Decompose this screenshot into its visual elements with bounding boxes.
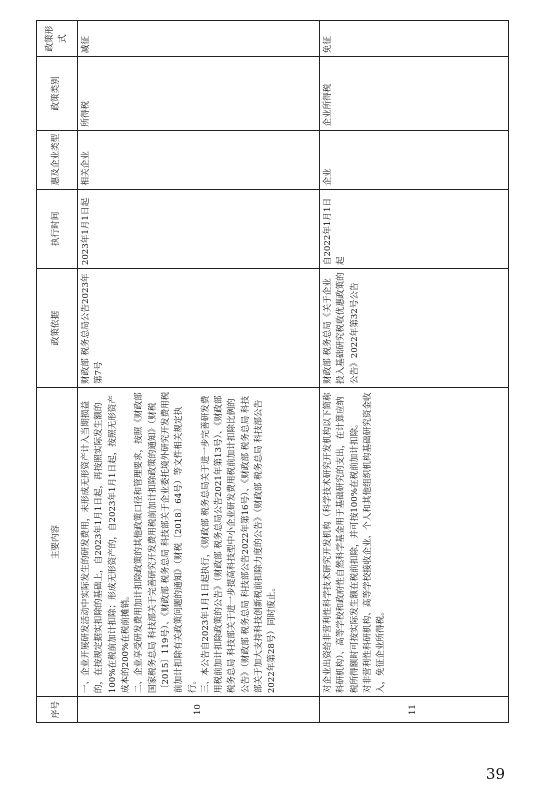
content-paragraph: 二、企业享受研发费用加计扣除政策的其他政策口径和管理要求，按照《财政部 国家税务总局 科技部关于完善研究开发费用税前加计扣除政策的通知》（财税〔2015〕119号）、《财政部 税务总局 科技部关于企业委托境外研究开发费用税前加计扣除有关政策问题的通知》（财税〔2018〕64号）等文件相关规定执行。 — [134, 391, 198, 694]
rotated-table-container — [36, 20, 509, 723]
row-content — [320, 388, 509, 697]
table-row — [78, 21, 320, 723]
row-no: 10 — [78, 697, 320, 723]
row-time: 2023年1月1日起 — [78, 189, 320, 269]
content-paragraph: 三、本公告自2023年1月1日起执行，《财政部 税务总局关于进一步完善研发费用税前加计扣除政策的公告》（财政部 税务总局公告2021年第13号）、《财政部 税务总局 科技部关于进一步提高科技型中小企业研发费用税前加计扣除比例的公告》（财政部 税务总局 科技部公告2022年第16号）、《财政部 税务总局 科技部关于加大支持科技创新税前扣除力度的公告》（财政部 税务总局 科技部公告2022年第28号）同时废止。 — [200, 395, 278, 694]
header-type: 政策类别 — [37, 57, 78, 130]
table-header-row — [37, 21, 78, 723]
header-form: 政策形式 — [37, 21, 78, 57]
page-number: 39 — [485, 765, 505, 783]
content-paragraph: 一、企业开展研发活动中实际发生的研发费用，未形成无形资产计入当期损益的，在按规定据实扣除的基础上，自2023年1月1日起，再按照实际发生额的100%在税前加计扣除；形成无形资产的，自2023年1月1日起，按照无形资产成本的200%在税前摊销。 — [81, 395, 131, 694]
header-subject: 惠及企业类型 — [37, 130, 78, 189]
row-subject: 企业 — [320, 130, 509, 189]
policy-table — [36, 20, 509, 723]
row-basis: 财政部 税务总局《关于企业投入基础研究税收优惠政策的公告》2022年第32号公告 — [320, 269, 509, 388]
row-content — [78, 388, 320, 697]
header-no: 序号 — [37, 697, 78, 723]
row-type: 所得税 — [78, 57, 320, 130]
content-paragraph: 对企业出资给非营利性科学技术研究开发机构（科学技术研究开发机构以下简称科研机构）、高等学校和政府性自然科学基金用于基础研究的支出，在计算应纳税所得额时可按实际发生额在税前扣除，并可按100%在税前加计扣除。 — [323, 392, 360, 694]
row-time: 自2022年1月1日起 — [320, 189, 509, 269]
row-no: 11 — [320, 697, 509, 723]
row-form: 减征 — [78, 21, 320, 57]
header-basis: 政策依据 — [37, 269, 78, 388]
row-basis: 财政部 税务总局公告2023年第7号 — [78, 269, 320, 388]
row-form: 免征 — [320, 21, 509, 57]
content-paragraph: 对非营利性科研机构、高等学校接收企业、个人和其他组织机构基础研究资金收入，免征企业所得税。 — [363, 392, 387, 694]
row-subject: 相关企业 — [78, 130, 320, 189]
header-content: 主要内容 — [37, 388, 78, 697]
header-time: 执行时间 — [37, 189, 78, 269]
table-row — [320, 21, 509, 723]
row-type: 企业所得税 — [320, 57, 509, 130]
